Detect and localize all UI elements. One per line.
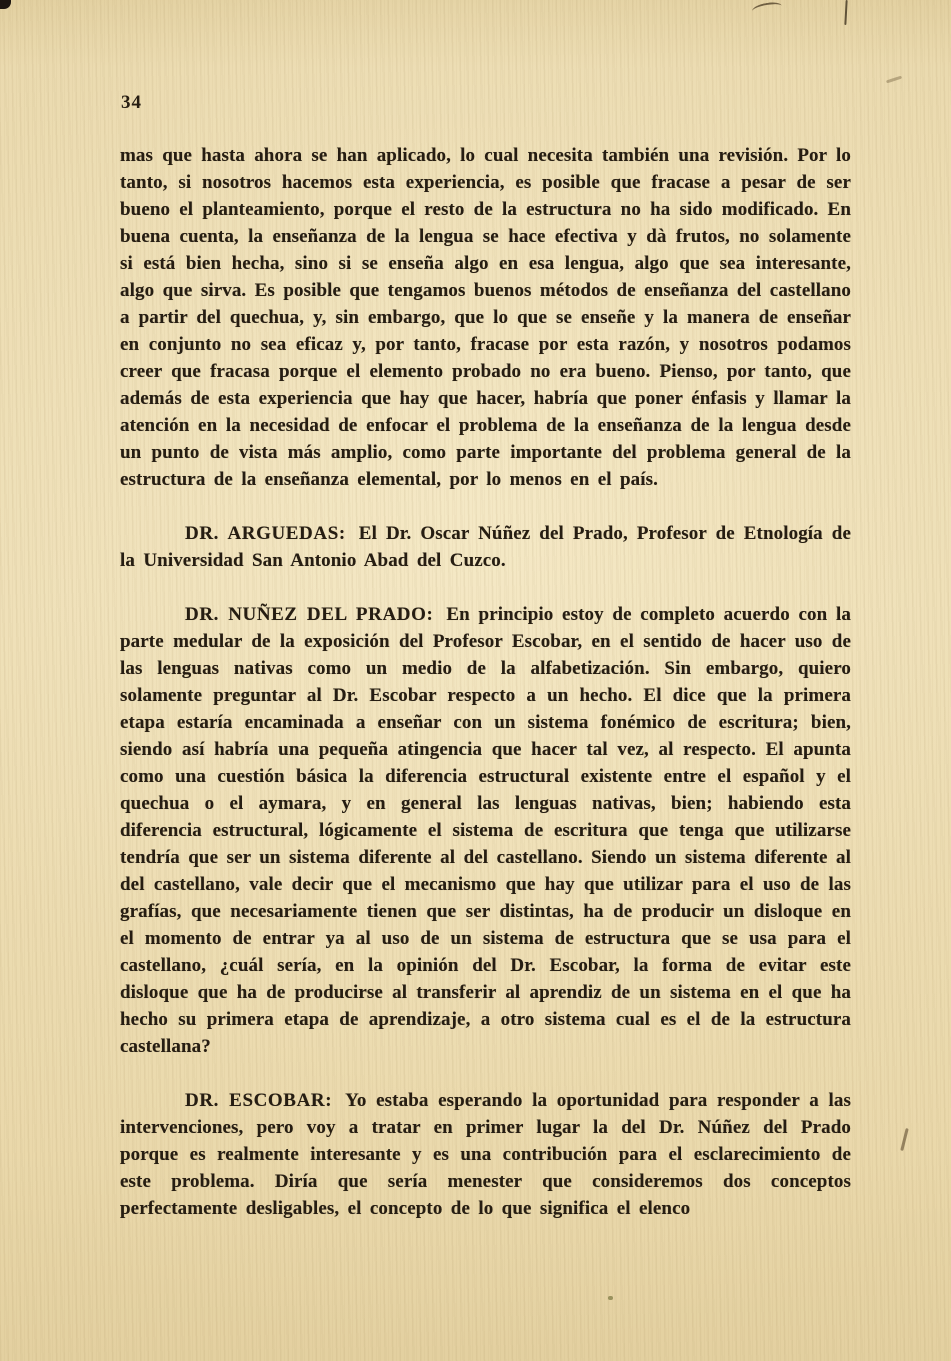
paragraph-escobar [120, 1087, 851, 1222]
scan-artifact-speck [608, 1296, 613, 1300]
paragraph-text: En principio estoy de completo acuerdo con la parte medular de la exposición del Profesor Escobar, en el sentido de hacer uso de las lenguas nativas como un medio de la alfabetización. Sin embargo, quiero solamente preguntar al Dr. Escobar respecto a un hecho. El dice que la primera etapa estaría encaminada a enseñar con un sistema fonémico de escritura; bien, siendo así habría una pequeña atingencia que hacer tal vez, al respecto. El apunta como una cuestión básica la diferencia estructural existente entre el español y el quechua o el aymara, y en general las lenguas nativas, bien; habiendo esta diferencia estructural, lógicamente el sistema de escritura que tenga que utilizarse tendría que ser un sistema diferente al del castellano. Siendo un sistema diferente al del castellano, vale decir que el mecanismo que hay que utilizar para el uso de las grafías, que necesariamente tienen que ser distintas, ha de producir un disloque en el momento de entrar ya al uso de un sistema de estructura que se usa para el castellano, ¿cuál sería, en la opinión del Dr. Escobar, la forma de evitar este disloque que ha de producirse al transferir al aprendiz de un sistema en el que ha hecho su primera etapa de aprendizaje, a otro sistema cual es el de la estructura castellana? [120, 604, 851, 1057]
scan-artifact-corner [0, 0, 11, 9]
paragraph-nunez-del-prado [120, 601, 851, 1060]
paragraph-text: mas que hasta ahora se han aplicado, lo cual necesita también una revisión. Por lo tanto, si nosotros hacemos esta experiencia, es posible que fracase a pesar de ser bueno el planteamiento, porque el resto de la estructura no ha sido modificado. En buena cuenta, la enseñanza de la lengua se hace efectiva y dà frutos, no solamente si está bien hecha, sino si se enseña algo en esa lengua, algo que sea interesante, algo que sirva. Es posible que tengamos buenos métodos de enseñanza del castellano a partir del quechua, y, sin embargo, que lo que se enseñe y la manera de enseñar en conjunto no sea eficaz y, por tanto, fracase por esta razón, y nosotros podamos creer que fracasa porque el elemento probado no era bueno. Pienso, por tanto, que además de esta experiencia que hay que hacer, habría que poner énfasis y llamar la atención en la necesidad de enfocar el problema de la enseñanza de la lengua desde un punto de vista más amplio, como parte importante del problema general de la estructura de la enseñanza elemental, por lo menos en el país. [120, 145, 851, 490]
page-number: 34 [121, 92, 142, 113]
paragraph-text: Yo estaba esperando la oportunidad para responder a las intervenciones, pero voy a tratar en primer lugar la del Dr. Núñez del Prado porque es realmente interesante y es una contribución para el esclarecimiento de este problema. Diría que sería menester que consideremos dos conceptos perfectamente desligables, el concepto de lo que significa el elenco [120, 1090, 851, 1219]
speaker-label: DR. ARGUEDAS: [185, 523, 346, 544]
paragraph-continuation [120, 142, 851, 493]
scan-artifact-fiber [900, 1128, 908, 1151]
text-block [120, 142, 851, 1222]
scan-artifact-top-wisp [751, 0, 782, 16]
paragraph-arguedas [120, 520, 851, 574]
scan-artifact-right-dust [886, 76, 902, 84]
speaker-label: DR. NUÑEZ DEL PRADO: [185, 604, 434, 625]
paragraph-text: El Dr. Oscar Núñez del Prado, Profesor de Etnología de la Universidad San Antonio Abad del Cuzco. [120, 523, 851, 571]
scan-artifact-pen-stroke [844, 0, 847, 25]
speaker-label: DR. ESCOBAR: [185, 1090, 333, 1111]
